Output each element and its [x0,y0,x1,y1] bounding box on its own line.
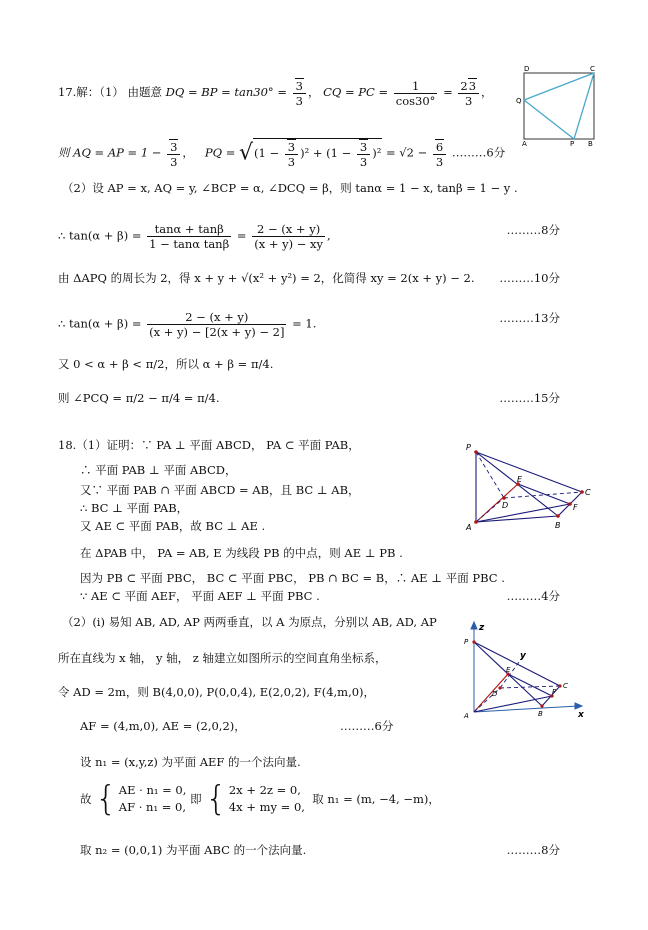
edge-pd [476,452,504,498]
q17-line6: ∴ tan(α + β) = $\frac{2 - (x + y)}{(x + y) - [2(x + y) - 2]}$ = 1. [58,310,317,339]
label-e: E [517,475,523,484]
label-d: D [524,65,530,73]
x-arrow [575,703,582,709]
q17-line1: 17.解：（1） 由题意 DQ = BP = tan30° = $\frac{3}{3}$ ， CQ = PC = $\frac{1}{\cos 30^\circ}$ = $\frac{23}{3}$ ， [58,78,493,108]
label-p: P [570,140,575,148]
q18-line5: 又 AE ⊂ 平面 PAB，故 BC ⊥ AE . [80,519,266,533]
q18-line14: 故 { AE · n₁ = 0, AF · n₁ = 0, 即 { 2x + 2z = 0, 4x + my = 0, 取 n₁ = (m, −4, −m)， [80,779,440,819]
label-b: B [555,521,561,530]
q18-line9: （2）(i) 易知 AB, AD, AP 两两垂直，以 A 为原点，分别以 AB, AD, AP [62,615,437,629]
q18-line12: AF = (4,m,0), AE = (2,0,2)， [80,719,246,733]
label-a: A [466,523,472,532]
q18-line3: 又∵ 平面 PAB ∩ 平面 ABCD = AB，且 BC ⊥ AB， [80,483,360,497]
q18-line6: 在 ΔPAB 中， PA = AB, E 为线段 PB 的中点，则 AE ⊥ PB . [80,546,403,560]
label-p2: P [464,638,469,646]
q17-score-10: ………10分 [499,271,560,285]
edge-af [476,504,570,522]
q18-line15: 取 n₂ = (0,0,1) 为平面 ABC 的一个法向量. [80,843,307,857]
q18-line1: 18.（1）证明：∵ PA ⊥ 平面 ABCD， PA ⊂ 平面 PAB， [58,438,360,452]
label-p: P [466,443,471,452]
edge-dc [504,492,582,498]
label-d2: D [492,690,498,698]
edge-ab [476,516,558,522]
label-f: F [573,503,578,512]
q18-line8: ∵ AE ⊂ 平面 AEF， 平面 AEF ⊥ 平面 PBC . [80,589,320,603]
q18-line7: 因为 PB ⊂ 平面 PBC， BC ⊂ 平面 PBC， PB ∩ BC = B，∴ AE ⊥ 平面 PBC . [80,571,505,585]
q17-score-8: ………8分 [506,223,560,237]
edge-pc2 [474,642,560,686]
q17-line4: ∴ tan(α + β) = $\frac{\tan\alpha + \tan\beta}{\text{1 − tanα tanβ}}$ = $\frac{2 - (x + y)}{(x + y) - xy}$ , [58,222,331,251]
q17-line8: 则 ∠PCQ = π/2 − π/4 = π/4. [58,391,220,405]
label-c2: C [563,682,568,690]
q18-score-8: ………8分 [506,843,560,857]
label-a2: A [464,712,469,720]
label-e2: E [506,666,511,674]
q17-score-15: ………15分 [499,391,560,405]
q17-line5: 由 ΔAPQ 的周长为 2，得 x + y + √(x² + y²) = 2，化简得 xy = 2(x + y) − 2. [58,271,475,285]
label-q: Q [516,97,522,105]
label-c: C [590,65,595,73]
q17-line2: 则 AQ = AP = 1 − $\frac{3}{3}$ ， PQ = √(1 − $\frac{3}{3}$ )² + (1 − $\frac{3}{3}$ )² = √2 − $\frac{6}{3}$ ………6分 [58,139,506,169]
label-f2: F [552,688,557,696]
edge-ef [518,484,570,504]
q18-line4: ∴ BC ⊥ 平面 PAB， [80,501,189,515]
q17-square-figure [512,64,602,148]
q18-line13: 设 n₁ = (x,y,z) 为平面 AEF 的一个法向量. [80,755,301,769]
q18-score-4: ………4分 [506,589,560,603]
label-y: y [520,651,526,661]
label-z: z [479,623,485,633]
q18-line10: 所在直线为 x 轴， y 轴， z 轴建立如图所示的空间直角坐标系， [58,651,387,665]
label-x: x [578,710,584,720]
label-c: C [585,488,591,497]
triangle-cpq [524,73,594,139]
label-b: B [588,140,593,148]
z-arrow [471,622,477,629]
q18-score-6: ………6分 [340,719,394,733]
label-a: A [522,140,527,148]
q18-line2: ∴ 平面 PAB ⊥ 平面 ABCD， [80,463,237,477]
q18-pyramid-figure [462,440,596,532]
q17-line7: 又 0 < α + β < π/2，所以 α + β = π/4. [58,357,274,371]
edge-dc2 [500,686,560,688]
q18-line11: 令 AD = 2m，则 B(4,0,0), P(0,0,4), E(2,0,2), F(4,m,0)， [58,685,376,699]
q17-score-13: ………13分 [499,311,560,325]
q17-line3: （2）设 AP = x, AQ = y, ∠BCP = α, ∠DCQ = β，则 tanα = 1 − x, tanβ = 1 − y . [62,181,518,195]
edge-pc [476,452,582,492]
q18-coordinate-figure [460,620,594,720]
edge-ef2 [508,674,552,696]
label-b2: B [538,710,543,718]
label-d: D [502,501,509,510]
